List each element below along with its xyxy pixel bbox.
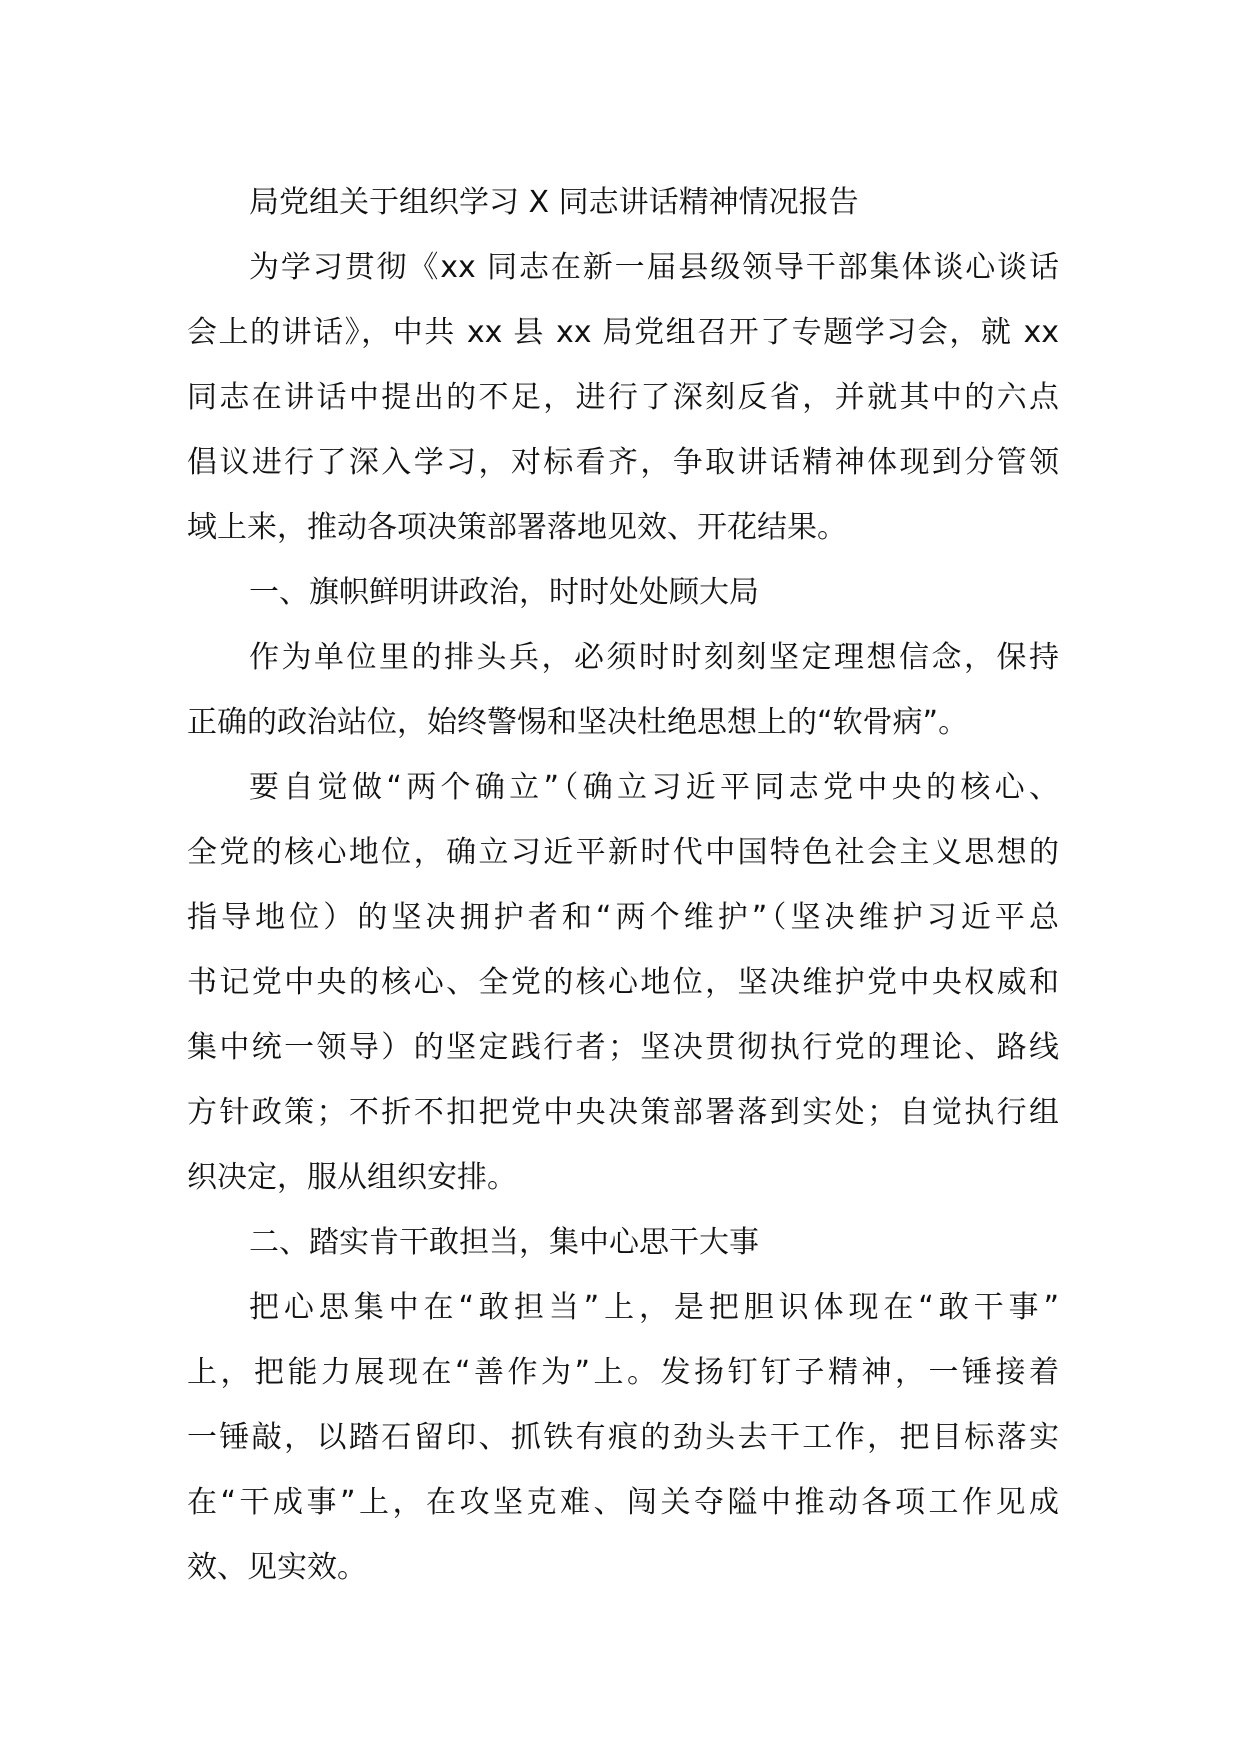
paragraph-line: 域上来，推动各项决策部署落地见效、开花结果。	[187, 510, 847, 545]
section-heading-2	[187, 1210, 1059, 1275]
paragraph-line: 为学习贯彻《xx 同志在新一届县级领导干部集体谈心谈话	[249, 250, 1059, 285]
paragraph-line: 同志在讲话中提出的不足，进行了深刻反省，并就其中的六点	[187, 380, 1059, 415]
section-heading-1	[187, 560, 1059, 625]
paragraph-line: 在“干成事”上，在攻坚克难、闯关夺隘中推动各项工作见成	[187, 1485, 1059, 1520]
paragraph-line: 书记党中央的核心、全党的核心地位，坚决维护党中央权威和	[187, 965, 1059, 1000]
paragraph-section-1-b	[187, 755, 1059, 1210]
paragraph-line: 方针政策；不折不扣把党中央决策部署落到实处；自觉执行组	[187, 1095, 1059, 1130]
paragraph-line: 把心思集中在“敢担当”上，是把胆识体现在“敢干事”	[249, 1290, 1059, 1325]
paragraph-intro	[187, 235, 1059, 560]
paragraph-line: 会上的讲话》，中共 xx 县 xx 局党组召开了专题学习会，就 xx	[187, 315, 1059, 350]
document-title: 局党组关于组织学习 X 同志讲话精神情况报告	[249, 185, 859, 220]
paragraph-line: 作为单位里的排头兵，必须时时刻刻坚定理想信念，保持	[249, 640, 1059, 675]
paragraph-line: 上，把能力展现在“善作为”上。发扬钉钉子精神，一锤接着	[187, 1355, 1059, 1390]
paragraph-line: 要自觉做“两个确立”（确立习近平同志党中央的核心、	[249, 770, 1059, 805]
document-body	[187, 170, 1059, 1600]
paragraph-line: 正确的政治站位，始终警惕和坚决杜绝思想上的“软骨病”。	[187, 705, 969, 740]
section-heading-line: 二、踏实肯干敢担当，集中心思干大事	[249, 1225, 759, 1260]
paragraph-line: 一锤敲，以踏石留印、抓铁有痕的劲头去干工作，把目标落实	[187, 1420, 1059, 1455]
paragraph-line: 织决定，服从组织安排。	[187, 1160, 517, 1195]
paragraph-line: 全党的核心地位，确立习近平新时代中国特色社会主义思想的	[187, 835, 1059, 870]
paragraph-line: 倡议进行了深入学习，对标看齐，争取讲话精神体现到分管领	[187, 445, 1059, 480]
paragraph-line: 指导地位）的坚决拥护者和“两个维护”（坚决维护习近平总	[187, 900, 1059, 935]
paragraph-line: 集中统一领导）的坚定践行者；坚决贯彻执行党的理论、路线	[187, 1030, 1059, 1065]
paragraph-section-1-a	[187, 625, 1059, 755]
paragraph-section-2	[187, 1275, 1059, 1600]
section-heading-line: 一、旗帜鲜明讲政治，时时处处顾大局	[249, 575, 759, 610]
paragraph-line: 效、见实效。	[187, 1550, 367, 1585]
